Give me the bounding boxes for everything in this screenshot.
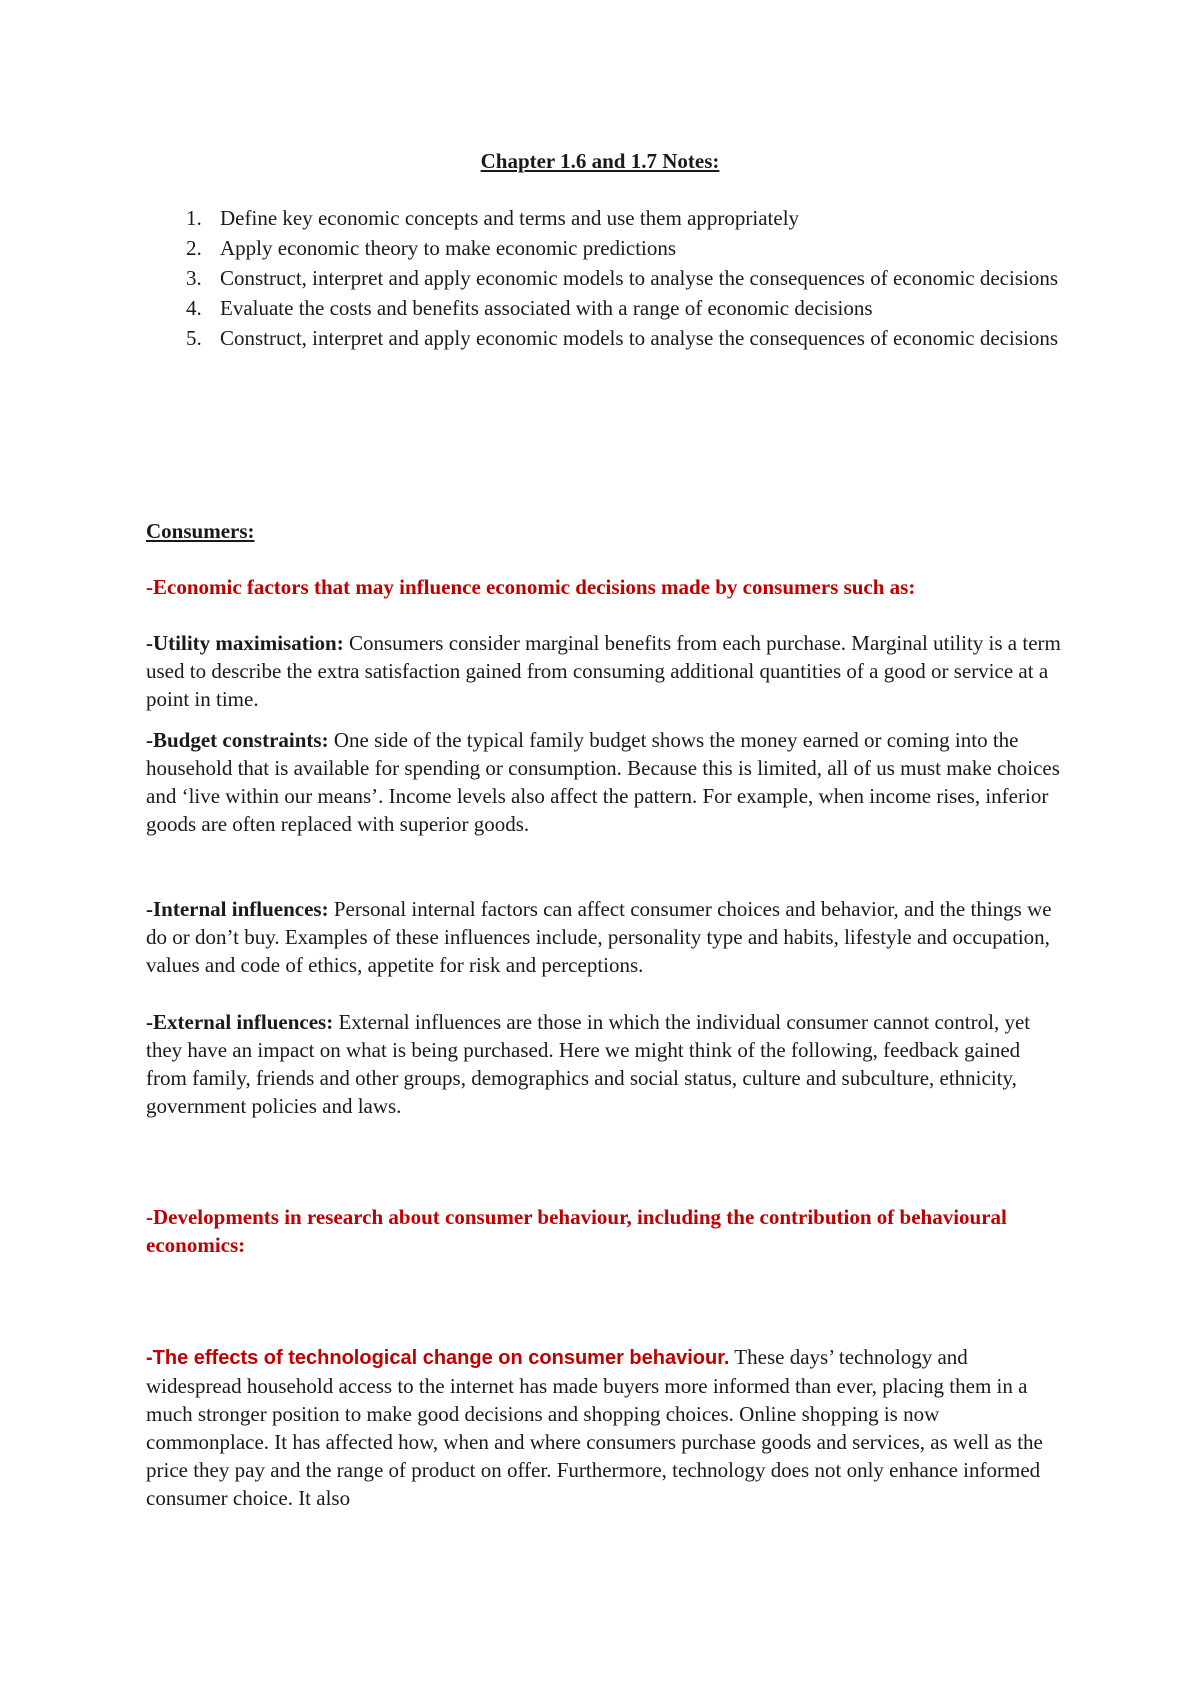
internal-paragraph bbox=[146, 895, 1066, 979]
list-number: 1. bbox=[186, 206, 202, 230]
list-number: 4. bbox=[186, 296, 202, 320]
budget-paragraph bbox=[146, 726, 1066, 838]
utility-term: -Utility maximisation: bbox=[146, 631, 344, 655]
external-paragraph bbox=[146, 1008, 1066, 1120]
external-text: External influences are those in which the individual consumer cannot control, yet they have an impact on what is being purchased. Here we might think of the following, feedback gained from family, friends and other groups, demographics and social status, culture and subculture, ethnicity, government policies and laws. bbox=[146, 1010, 1031, 1118]
list-number: 2. bbox=[186, 236, 202, 260]
utility-text: Consumers consider marginal benefits from each purchase. Marginal utility is a term used to describe the extra satisfaction gained from consuming additional quantities of a good or service at a point in time. bbox=[146, 631, 1061, 711]
technology-term: -The effects of technological change on consumer behaviour. bbox=[146, 1347, 730, 1369]
internal-text: Personal internal factors can affect consumer choices and behavior, and the things we do or don’t buy. Examples of these influences include, personality type and habits, lifestyle and occupation, values and code of ethics, appetite for risk and perceptions. bbox=[146, 897, 1052, 977]
research-heading: -Developments in research about consumer behaviour, including the contribution of behavioural economics: bbox=[146, 1205, 1007, 1257]
list-item bbox=[186, 323, 1066, 353]
list-item-text: Define key economic concepts and terms and use them appropriately bbox=[220, 206, 800, 230]
external-term: -External influences: bbox=[146, 1010, 334, 1034]
list-item-text: Apply economic theory to make economic predictions bbox=[220, 236, 677, 260]
list-item bbox=[186, 263, 1066, 293]
consumers-heading: Consumers: bbox=[146, 519, 255, 543]
list-number: 3. bbox=[186, 266, 202, 290]
list-item bbox=[186, 233, 1066, 263]
technology-text: These days’ technology and widespread household access to the internet has made buyers more informed than ever, placing them in a much stronger position to make good decisions and shopping choices. Online shopping is now commonplace. It has affected how, when and where consumers purchase goods and services, as well as the price they pay and the range of product on offer. Furthermore, technology does not only enhance informed consumer choice. It also bbox=[146, 1345, 1043, 1510]
list-item bbox=[186, 293, 1066, 323]
list-number: 5. bbox=[186, 326, 202, 350]
budget-text: One side of the typical family budget shows the money earned or coming into the household that is available for spending or consumption. Because this is limited, all of us must make choices and ‘live within our means’. Income levels also affect the pattern. For example, when income rises, inferior goods are often replaced with superior goods. bbox=[146, 728, 1060, 836]
utility-paragraph bbox=[146, 629, 1066, 713]
technology-paragraph bbox=[146, 1343, 1066, 1512]
internal-term: -Internal influences: bbox=[146, 897, 329, 921]
list-item-text: Construct, interpret and apply economic models to analyse the consequences of economic decisions bbox=[220, 326, 1059, 350]
budget-term: -Budget constraints: bbox=[146, 728, 329, 752]
objectives-list bbox=[186, 203, 1066, 353]
page-title: Chapter 1.6 and 1.7 Notes: bbox=[480, 149, 720, 173]
list-item-text: Construct, interpret and apply economic models to analyse the consequences of economic decisions bbox=[220, 266, 1059, 290]
economic-factors-heading: -Economic factors that may influence economic decisions made by consumers such as: bbox=[146, 575, 916, 599]
list-item-text: Evaluate the costs and benefits associated with a range of economic decisions bbox=[220, 296, 873, 320]
list-item bbox=[186, 203, 1066, 233]
